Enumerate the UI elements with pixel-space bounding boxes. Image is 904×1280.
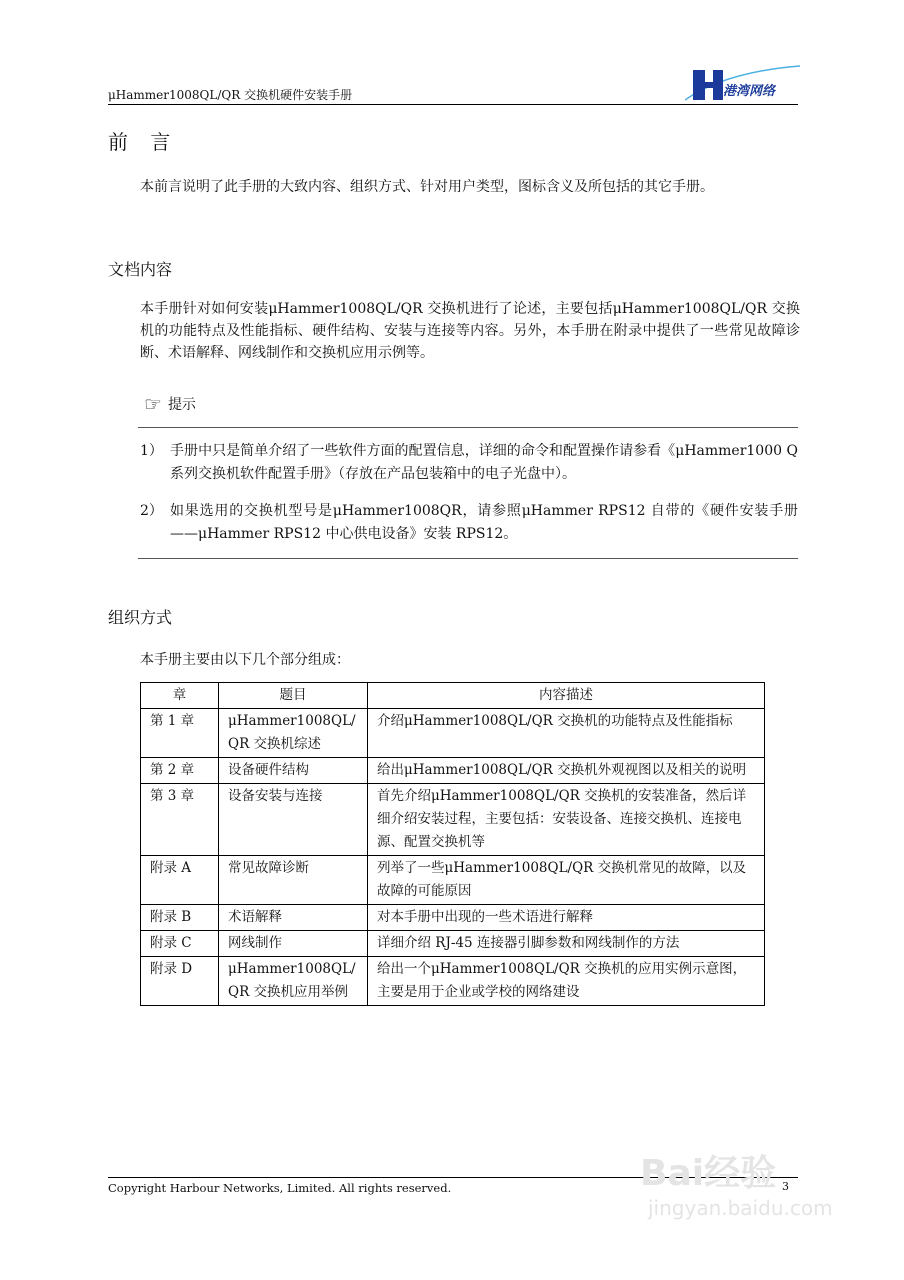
chapter-cell: 附录 C <box>141 931 219 957</box>
watermark-url: jingyan.baidu.com <box>648 1196 833 1220</box>
topic-cell: μHammer1008QL/QR 交换机应用举例 <box>219 957 368 1006</box>
chapter-cell: 附录 B <box>141 905 219 931</box>
preface-intro: 本前言说明了此手册的大致内容、组织方式、针对用户类型，图标含义及所包括的其它手册。 <box>140 179 714 195</box>
baidu-watermark <box>640 1145 833 1220</box>
doc-content-text: 本手册针对如何安装μHammer1008QL/QR 交换机进行了论述，主要包括μHammer1008QL/QR 交换机的功能特点及性能指标、硬件结构、安装与连接等内容。另外，本手册在附录中提供了一些常见故障诊断、术语解释、网线制作和交换机应用示例等。 <box>140 301 800 361</box>
description-cell: 给出μHammer1008QL/QR 交换机外观视图以及相关的说明 <box>368 758 765 784</box>
doc-content-title: 文档内容 <box>108 260 173 279</box>
chapter-cell: 第 2 章 <box>141 758 219 784</box>
chapter-cell: 第 3 章 <box>141 784 219 856</box>
tip-item <box>140 440 798 486</box>
topic-cell: μHammer1008QL/QR 交换机综述 <box>219 709 368 758</box>
topic-cell: 术语解释 <box>219 905 368 931</box>
logo-text: 港湾网络 <box>723 84 776 99</box>
topic-cell: 常见故障诊断 <box>219 856 368 905</box>
topic-cell: 设备安装与连接 <box>219 784 368 856</box>
tip-label: 提示 <box>167 397 196 413</box>
tip-header <box>144 392 196 416</box>
column-header: 章 <box>141 683 219 709</box>
tip-item-text: 如果选用的交换机型号是μHammer1008QR，请参照μHammer RPS12 自带的《硬件安装手册——μHammer RPS12 中心供电设备》安装 RPS12。 <box>170 503 798 542</box>
chapter-cell: 第 1 章 <box>141 709 219 758</box>
organization-intro: 本手册主要由以下几个部分组成： <box>140 652 350 668</box>
company-logo <box>685 64 805 102</box>
column-header: 内容描述 <box>368 683 765 709</box>
table-row <box>141 856 765 905</box>
tip-item-text: 手册中只是简单介绍了一些软件方面的配置信息，详细的命令和配置操作请参看《μHammer1000 Q 系列交换机软件配置手册》（存放在产品包装箱中的电子光盘中）。 <box>170 443 798 482</box>
description-cell: 首先介绍μHammer1008QL/QR 交换机的安装准备，然后详细介绍安装过程，主要包括：安装设备、连接交换机、连接电源、配置交换机等 <box>368 784 765 856</box>
topic-cell: 设备硬件结构 <box>219 758 368 784</box>
organization-title: 组织方式 <box>108 608 173 627</box>
description-cell: 介绍μHammer1008QL/QR 交换机的功能特点及性能指标 <box>368 709 765 758</box>
table-row <box>141 758 765 784</box>
preface-title: 前 言 <box>108 130 179 154</box>
table-row <box>141 931 765 957</box>
column-header: 题目 <box>219 683 368 709</box>
chapter-cell: 附录 D <box>141 957 219 1006</box>
description-cell: 给出一个μHammer1008QL/QR 交换机的应用实例示意图，主要是用于企业或学校的网络建设 <box>368 957 765 1006</box>
header-title: μHammer1008QL/QR 交换机硬件安装手册 <box>108 88 353 102</box>
table-header-row <box>141 683 765 709</box>
header-divider <box>108 104 798 105</box>
table-row <box>141 905 765 931</box>
description-cell: 对本手册中出现的一些术语进行解释 <box>368 905 765 931</box>
table-row <box>141 709 765 758</box>
table-row <box>141 784 765 856</box>
chapter-table <box>140 682 765 1006</box>
tip-item-number: 2） <box>140 503 163 519</box>
tip-top-divider <box>138 427 798 428</box>
description-cell: 列举了一些μHammer1008QL/QR 交换机常见的故障，以及故障的可能原因 <box>368 856 765 905</box>
watermark-brand: Bai经验 <box>640 1153 777 1194</box>
tip-bottom-divider <box>138 558 798 559</box>
chapter-cell: 附录 A <box>141 856 219 905</box>
page-number: 3 <box>782 1180 789 1193</box>
table-row <box>141 957 765 1006</box>
tip-item <box>140 500 798 546</box>
footer-copyright: Copyright Harbour Networks, Limited. All rights reserved. <box>108 1181 452 1195</box>
topic-cell: 网线制作 <box>219 931 368 957</box>
pointing-hand-icon: ☞ <box>144 392 162 416</box>
description-cell: 详细介绍 RJ-45 连接器引脚参数和网线制作的方法 <box>368 931 765 957</box>
tip-item-number: 1） <box>140 443 163 459</box>
